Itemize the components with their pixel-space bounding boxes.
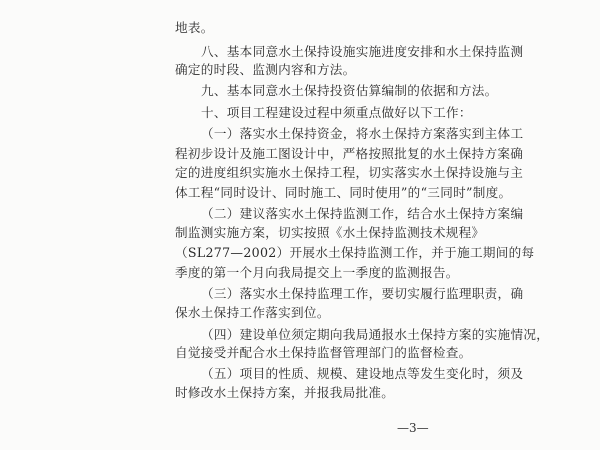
text-line: 确定的时段、监测内容和方法。 xyxy=(175,62,356,77)
text-line: （五）项目的性质、规模、建设地点等发生变化时，须及 xyxy=(201,366,524,381)
text-line: （二）建议落实水土保持监测工作，结合水土保持方案编 xyxy=(201,206,524,221)
text-line: （SL277—2002）开展水土保持监测工作，并于施工期间的每 xyxy=(175,245,535,260)
text-line: 季度的第一个月向我局提交上一季度的监测报告。 xyxy=(175,265,459,280)
text-line: 定的进度组织实施水土保持工程，切实落实水土保持设施与主 xyxy=(175,165,524,180)
text-line: （三）落实水土保持监理工作，要切实履行监理职责，确 xyxy=(201,286,524,301)
text-line: （四）建设单位须定期向我局通报水土保持方案的实施情况， xyxy=(201,327,550,342)
text-line: 程初步设计及施工图设计中，严格按照批复的水土保持方案确 xyxy=(175,146,524,161)
text-line: 十、项目工程建设过程中须重点做好以下工作： xyxy=(201,105,472,120)
page-number: —3— xyxy=(397,421,429,435)
text-line: 保水土保持工作落实到位。 xyxy=(175,305,330,320)
text-line: 自觉接受并配合水土保持监督管理部门的监督检查。 xyxy=(175,345,472,360)
text-line: （一）落实水土保持资金，将水土保持方案落实到主体工 xyxy=(201,126,524,141)
text-line: 八、基本同意水土保持设施实施进度安排和水土保持监测 xyxy=(201,44,524,59)
text-line: 地表。 xyxy=(175,20,214,35)
text-line: 时修改水土保持方案，并报我局批准。 xyxy=(175,385,395,400)
text-line: 九、基本同意水土保持投资估算编制的依据和方法。 xyxy=(201,83,498,98)
text-line: 制监测实施方案，切实按照《水土保持监测技术规程》 xyxy=(175,225,485,240)
text-line: 体工程“同时设计、同时施工、同时使用”的“三同时”制度。 xyxy=(175,185,512,200)
